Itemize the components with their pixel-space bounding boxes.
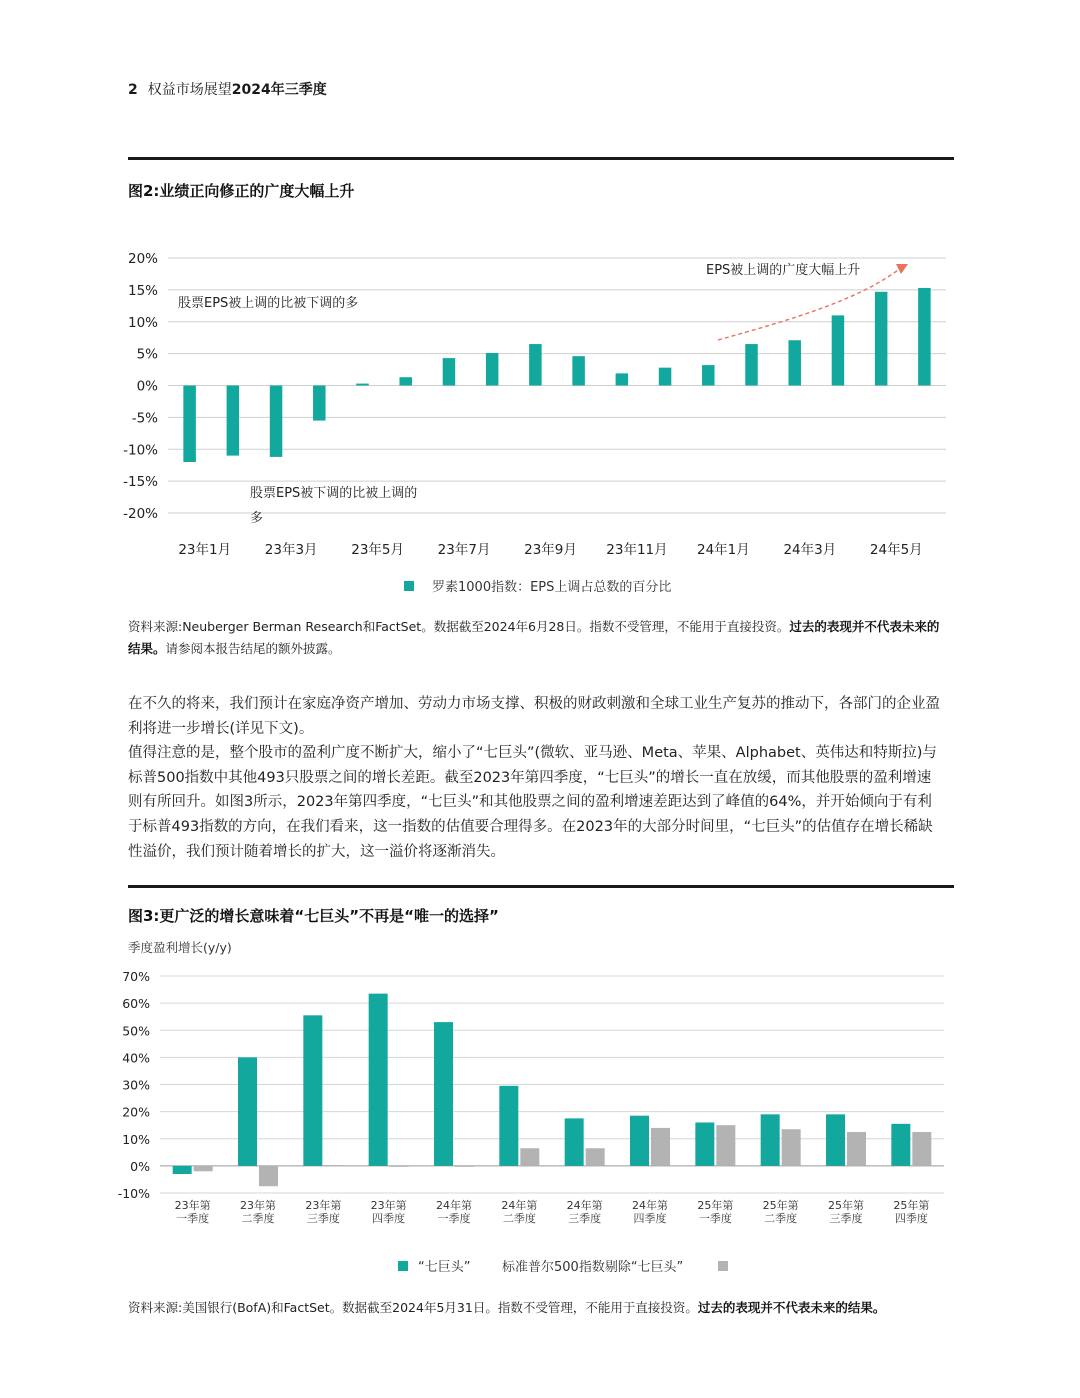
figure3-x-tick-label-line2: 一季度 [176,1212,210,1225]
figure2-bar [659,368,672,386]
sp493-bar [912,1132,931,1166]
figure2-source-tail: 请参阅本报告结尾的额外披露。 [165,641,341,656]
figure2-y-tick-label: -10% [123,442,158,459]
figure3-legend-label-magnificent7: “七巨头” [418,1260,471,1275]
figure2-y-tick-label: 10% [127,314,158,331]
figure2-source-text: 资料来源:Neuberger Berman Research和FactSet。数据截至2024年6月28日。指数不受管理，不能用于直接投资。 [128,619,790,634]
figure3-x-tick-label-line1: 25年第 [697,1199,734,1212]
figure3-x-tick-label-line1: 24年第 [501,1199,538,1212]
sp493-bar [324,1165,343,1166]
figure3-top-rule [128,885,954,888]
figure3-x-tick-label-line1: 24年第 [632,1199,668,1212]
figure3-y-tick-label: 10% [122,1131,150,1147]
figure2-x-tick-label: 23年1月 [178,542,232,558]
figure3-x-tick-label-line1: 25年第 [762,1199,799,1212]
magnificent7-bar [695,1122,714,1165]
figure3-x-tick-label-line1: 23年第 [174,1199,211,1212]
sp493-bar [390,1166,409,1167]
figure2-x-tick-label: 23年5月 [351,542,405,558]
figure3-x-tick-label-line2: 三季度 [829,1212,863,1225]
figure3-y-axis-label: 季度盈利增长(y/y) [128,940,232,955]
figure2-bar [356,384,369,386]
magnificent7-bar [499,1086,518,1166]
figure2-bar [832,315,845,385]
figure2-bar [399,377,412,385]
figure2-y-tick-label: 20% [127,251,158,267]
magnificent7-bar [630,1116,649,1166]
figure3-legend-label-sp493: 标准普尔500指数剔除“七巨头” [502,1260,684,1275]
sp493-bar [716,1125,735,1166]
magnificent7-bar [303,1015,322,1166]
sp493-bar [259,1166,278,1186]
figure2-bar [745,344,758,385]
figure3-x-tick-label-line2: 二季度 [764,1212,798,1225]
figure2-x-tick-label: 24年1月 [697,542,750,558]
sp493-bar [194,1166,213,1171]
running-header [128,79,327,99]
figure2-arrow-label: EPS被上调的广度大幅上升 [706,263,861,278]
header-title-prefix: 权益市场展望 [147,82,232,98]
figure2-bar [572,356,585,385]
figure3-x-tick-label-line1: 23年第 [240,1199,276,1212]
figure3-x-tick-label-line1: 25年第 [893,1199,930,1212]
figure3-x-ticks [175,1198,930,1225]
magnificent7-bar [434,1022,453,1166]
figure3-title: 图3:更广泛的增长意味着“七巨头”不再是“唯一的选择” [128,907,499,925]
figure2-bar [529,344,542,385]
figure2-bars [183,288,930,462]
figure3-x-tick-label-line1: 24年第 [436,1199,472,1212]
figure2-bar [702,365,715,385]
figure2-bar [443,358,456,385]
figure2-bar [875,292,888,386]
figure3-x-tick-label-line2: 一季度 [698,1212,732,1225]
figure3-y-tick-label: 50% [122,1023,150,1039]
body-text [128,692,944,864]
figure3-bars [173,994,932,1187]
figure2-y-tick-label: 0% [136,378,158,395]
sp493-bar [782,1129,801,1166]
figure3-y-tick-label: 70% [122,969,150,984]
figure2-x-tick-label: 24年3月 [783,542,837,558]
figure3-x-tick-label-line2: 四季度 [633,1212,667,1225]
figure2-y-tick-label: -20% [123,506,158,522]
figure3-y-tick-label: 60% [122,996,150,1012]
sp493-bar [586,1148,605,1166]
figure3-disclaimer: 过去的表现并不代表未来的结果。 [697,1300,886,1315]
figure3-chart [0,960,1080,1285]
figure3-x-tick-label-line2: 三季度 [568,1212,602,1225]
figure3-y-tick-label: 40% [122,1050,150,1066]
body-paragraph-1: 在不久的将来，我们预计在家庭净资产增加、劳动力市场支撑、积极的财政刺激和全球工业生产复苏的推动下，各部门的企业盈利将进一步增长(详见下文)。 [128,696,940,737]
figure3-x-tick-label-line2: 二季度 [241,1212,275,1225]
figure3-y-tick-label: -10% [117,1186,150,1201]
magnificent7-bar [826,1114,845,1166]
figure2-disclaimer: 过去的表现并不代表未来的结果。 [128,619,940,656]
figure3-x-tick-label-line1: 25年第 [828,1199,864,1212]
figure3-y-tick-label: 20% [122,1104,150,1120]
figure3-source [128,1297,948,1319]
sp493-bar [455,1166,474,1167]
figure2-x-tick-label: 23年9月 [524,542,577,558]
figure2-bar [788,340,801,385]
figure2-bar [227,386,240,456]
figure2-x-tick-label: 23年3月 [264,542,318,558]
figure2-legend-label: 罗素1000指数：EPS上调占总数的百分比 [432,580,672,595]
page-number: 2 [128,82,138,98]
figure2-top-rule [128,157,954,160]
figure2-annotation-bottom-2: 多 [250,511,264,526]
magnificent7-bar [761,1114,780,1166]
figure2-annotation-top: 股票EPS被上调的比被下调的多 [178,296,359,311]
trend-arrowhead-icon [896,264,908,274]
figure2-x-tick-label: 23年11月 [606,542,668,558]
figure3-legend-swatch-sp493 [718,1261,728,1271]
figure3-x-tick-label-line2: 四季度 [372,1212,406,1225]
figure2-legend-swatch [404,581,414,591]
figure2-y-tick-label: 15% [127,282,158,299]
figure2-bar [486,353,499,386]
figure3-x-tick-label-line1: 23年第 [305,1199,342,1212]
figure3-y-tick-label: 30% [122,1077,150,1093]
figure2-chart [0,240,1080,610]
figure3-x-tick-label-line1: 24年第 [566,1199,603,1212]
sp493-bar [520,1148,539,1166]
magnificent7-bar [238,1057,257,1166]
figure3-x-tick-label-line2: 一季度 [437,1212,471,1225]
figure2-title: 图2:业绩正向修正的广度大幅上升 [128,182,355,200]
figure3-y-tick-label: 0% [130,1158,150,1174]
figure3-x-tick-label-line2: 三季度 [306,1212,340,1225]
header-title-suffix: 2024年三季度 [231,82,327,98]
figure3-source-text: 资料来源:美国银行(BofA)和FactSet。数据截至2024年5月31日。指数不受管理，不能用于直接投资。 [128,1300,698,1315]
figure2-bar [616,373,629,385]
sp493-bar [847,1132,866,1166]
body-paragraph-2: 值得注意的是，整个股市的盈利广度不断扩大，缩小了“七巨头”(微软、亚马逊、Meta、苹果、Alphabet、英伟达和特斯拉)与标普500指数中其他493只股票之间的增长差距。截至2023年第四季度，“七巨头”的增长一直在放缓，而其他股票的盈利增速则有所回升。如图3所示，2023年第四季度，“七巨头”和其他股票之间的盈利增速差距达到了峰值的64%，并开始倾向于有利于标普493指数的方向，在我们看来，这一指数的估值要合理得多。在2023年的大部分时间里，“七巨头”的估值存在增长稀缺性溢价，我们预计随着增长的扩大，这一溢价将逐渐消失。 [128,745,937,860]
figure2-bar [918,288,931,386]
figure3-legend-swatch-magnificent7 [398,1261,408,1271]
figure2-bar [313,386,326,421]
figure3-x-tick-label-line2: 四季度 [894,1212,928,1225]
figure3-x-tick-label-line1: 23年第 [370,1199,407,1212]
figure2-y-tick-label: -15% [123,474,158,491]
figure2-bar [270,386,283,457]
sp493-bar [651,1128,670,1166]
figure2-y-tick-label: 5% [136,346,158,363]
figure2-bar [183,386,196,463]
figure2-annotation-bottom-1: 股票EPS被下调的比被上调的 [250,486,418,501]
magnificent7-bar [565,1118,584,1165]
figure2-x-tick-label: 24年5月 [869,542,923,558]
figure2-source [128,616,948,660]
figure3-y-ticks [118,969,150,1201]
magnificent7-bar [891,1124,910,1166]
magnificent7-bar [173,1166,192,1174]
figure3-x-tick-label-line2: 二季度 [502,1212,536,1225]
figure2-y-ticks [123,251,158,522]
figure2-y-tick-label: -5% [131,410,158,427]
magnificent7-bar [369,994,388,1166]
figure2-x-tick-label: 23年7月 [437,542,491,558]
figure2-x-ticks [178,541,922,558]
